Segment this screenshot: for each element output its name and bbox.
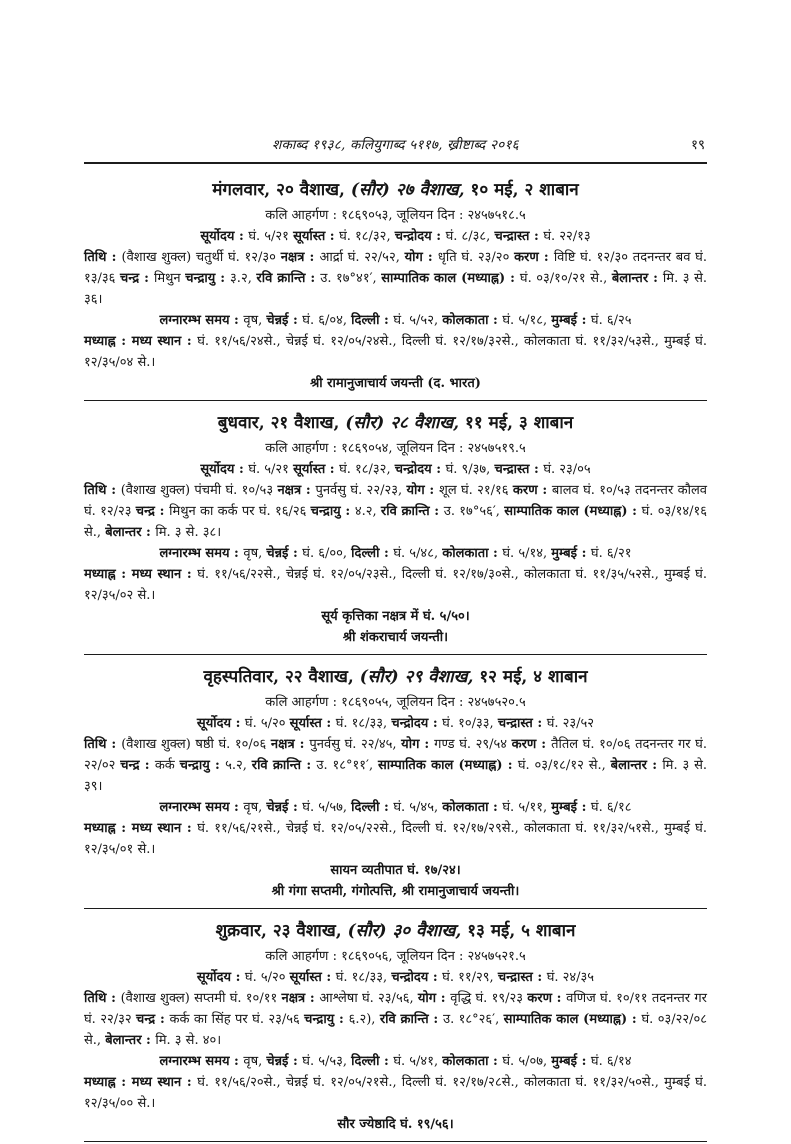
text-segment: घं. ५/५२, [393, 313, 443, 328]
text-segment: सूर्यास्त : [293, 462, 340, 477]
text-segment: वृष, [243, 313, 267, 328]
text-segment: करण : [527, 991, 567, 1006]
text-segment: घं. ८/३८, [445, 229, 495, 244]
entry-title [84, 179, 707, 202]
entry-title [84, 920, 707, 943]
text-segment: कोलकाता : [442, 313, 503, 328]
text-segment: नक्षत्र : [280, 250, 320, 265]
text-segment: मुम्बई : [551, 800, 591, 815]
text-segment: (वैशाख शुक्ल) पंचमी घं. १०/५३ [120, 483, 278, 498]
text-segment: चन्द्रोदय : [394, 462, 446, 477]
text-segment: चेन्नई : [266, 1054, 303, 1069]
text-segment: घं. १०/३३, [442, 716, 498, 731]
text-segment: घं. ०३/१४/१६ से., [84, 504, 708, 540]
text-segment: उ. १७°४१′, [320, 271, 382, 286]
text-segment: बेलान्तर : [611, 271, 663, 286]
lagna-line [84, 543, 707, 564]
text-segment: लग्नारम्भ समय : [159, 1054, 244, 1069]
text-segment: चन्द्रोदय : [391, 970, 443, 985]
text-segment: रवि क्रान्ति : [256, 271, 321, 286]
text-segment: लग्नारम्भ समय : [159, 800, 244, 815]
text-segment: तिथि : [84, 991, 121, 1006]
text-segment: घं. ५/४५, [393, 800, 443, 815]
text-segment: बेलान्तर : [105, 525, 156, 540]
kali-ahargana-line [84, 438, 707, 459]
kali-ahargana-line [84, 692, 707, 713]
madhyahna-line [84, 564, 707, 606]
text-segment: सूर्यास्त : [289, 970, 336, 985]
text-segment: साम्पातिक काल (मध्याह्न) : [504, 504, 642, 519]
text-segment: सूर्य कृत्तिका नक्षत्र में घं. ५/५०। [321, 609, 470, 624]
text-segment: चन्द्रायु : [304, 1012, 349, 1027]
text-segment: ६.२), [348, 1012, 380, 1027]
text-segment: सूर्यास्त : [289, 716, 336, 731]
text-segment: श्री शंकराचार्य जयन्ती। [342, 630, 449, 645]
text-segment: घं. ११/५६/२०से., चेन्नई घं. १२/०५/२१से., दिल्ली घं. १२/१७/२८से., कोलकाता घं. ११/३२/५०से., मुम्बई घं. १२/३५/०० से.। [84, 1075, 707, 1111]
text-segment: कलि आहर्गण : १८६९०५५, जूलियन दिन : २४५७५२०.५ [265, 695, 526, 710]
sunrise-line [84, 459, 707, 480]
entry-title [84, 412, 707, 435]
text-segment: १३ मई, ५ शाबान [461, 921, 576, 941]
text-segment: दिल्ली : [351, 1054, 394, 1069]
text-segment: रवि क्रान्ति : [380, 504, 444, 519]
text-segment: घं. ५/५७, [302, 800, 352, 815]
text-segment: लग्नारम्भ समय : [159, 313, 244, 328]
text-segment: (वैशाख शुक्ल) सप्तमी घं. १०/११ [120, 991, 282, 1006]
text-segment: योग : [401, 737, 435, 752]
text-segment: ५.२, [225, 758, 252, 773]
text-segment: चन्द्रायु : [310, 504, 355, 519]
text-segment: लग्नारम्भ समय : [159, 546, 244, 561]
text-segment: बेलान्तर : [105, 1033, 156, 1048]
text-segment: घं. ११/२९, [442, 970, 498, 985]
text-segment: घं. ११/५६/२२से., चेन्नई घं. १२/०५/२३से., दिल्ली घं. १२/१७/३०से., कोलकाता घं. ११/३५/५२से., मुम्बई घं. १२/३५/०२ से.। [84, 567, 707, 603]
text-segment: गण्ड घं. २९/५४ [434, 737, 512, 752]
text-segment: सूर्योदय : [196, 970, 245, 985]
era-line: शकाब्द १९३८, कलियुगाब्द ५११७, ख्रीष्टाब्द २०१६ [272, 137, 519, 153]
text-segment: नक्षत्र : [277, 483, 316, 498]
text-segment: शूल घं. २१/१६ [438, 483, 513, 498]
text-segment: मिथुन [153, 271, 186, 286]
text-segment: मुम्बई : [551, 1054, 591, 1069]
text-segment: करण : [514, 250, 554, 265]
text-segment: दिल्ली : [351, 800, 394, 815]
text-segment: (वैशाख शुक्ल) षष्ठी घं. १०/०६ [121, 737, 271, 752]
text-segment: घं. २३/५२ [546, 716, 595, 731]
text-segment: मध्याह्न : मध्य स्थान : [84, 821, 198, 836]
madhyahna-line [84, 818, 707, 860]
text-segment: कलि आहर्गण : १८६९०५६, जूलियन दिन : २४५७५२१.५ [265, 949, 526, 964]
text-segment: तिथि : [84, 483, 121, 498]
text-segment: चन्द्रोदय : [394, 229, 446, 244]
text-segment: घं. ५/१४, [502, 546, 552, 561]
text-segment: वृद्धि घं. १९/२३ [450, 991, 528, 1006]
text-segment: घं. २४/३५ [546, 970, 595, 985]
text-segment: ११ मई, ३ शाबान [459, 413, 574, 433]
text-segment: योग : [404, 250, 438, 265]
text-segment: वृष, [243, 800, 267, 815]
entry-separator [84, 400, 707, 401]
text-segment: मुम्बई : [551, 313, 591, 328]
entries-container [84, 170, 707, 1142]
text-segment: करण : [511, 737, 552, 752]
festival-line [84, 373, 707, 394]
text-segment: घं. ०३/१०/२१ से., [519, 271, 612, 286]
text-segment: घं. १८/३२, [339, 229, 395, 244]
text-segment: मिथुन का कर्क पर घं. १६/२६ [169, 504, 311, 519]
panchang-entry [84, 657, 707, 902]
kali-ahargana-line [84, 205, 707, 226]
text-segment: घं. ६/१८ [590, 800, 632, 815]
text-segment: चन्द्र : [136, 1012, 170, 1027]
text-segment: चन्द्र : [120, 271, 154, 286]
text-segment: घं. ०३/१८/१२ से., [517, 758, 611, 773]
text-segment: उ. १८°२६′, [443, 1012, 504, 1027]
page-number: १९ [690, 137, 705, 153]
text-segment: बेलान्तर : [610, 758, 663, 773]
surya-nakshatra-line [84, 606, 707, 627]
text-segment: दिल्ली : [351, 546, 394, 561]
festival-line [84, 627, 707, 648]
text-segment: मि. ३ से. ३८। [155, 525, 222, 540]
text-segment: १२ मई, ४ शाबान [473, 667, 588, 687]
text-segment: तिथि : [84, 250, 122, 265]
entry-separator [84, 908, 707, 909]
text-segment: घं. ५/२१ [248, 229, 294, 244]
text-segment: श्री रामानुजाचार्य जयन्ती (द. भारत) [310, 376, 481, 391]
text-segment: चन्द्रास्त : [497, 970, 547, 985]
text-segment: घं. ०३/२२/०८ से., [84, 1012, 708, 1048]
madhyahna-line [84, 1072, 707, 1114]
text-segment: तिथि : [84, 737, 122, 752]
text-segment: चन्द्र : [135, 504, 170, 519]
tithi-paragraph [84, 988, 707, 1051]
text-segment: चन्द्रास्त : [497, 716, 547, 731]
text-segment: घं. ६/००, [302, 546, 352, 561]
text-segment: ३.२, [230, 271, 257, 286]
text-segment: (सौर) ३० वैशाख, [347, 921, 462, 941]
text-segment: घं. ५/११, [502, 800, 552, 815]
text-segment: आश्लेषा घं. २३/५६, [319, 991, 418, 1006]
tithi-paragraph [84, 247, 707, 310]
text-segment: घं. ११/५६/२१से., चेन्नई घं. १२/०५/२२से., दिल्ली घं. १२/१७/२९से., कोलकाता घं. ११/३२/५१से., मुम्बई घं. १२/३५/०१ से.। [84, 821, 707, 857]
text-segment: घं. ५/१८, [502, 313, 552, 328]
text-segment: घं. ११/५६/२४से., चेन्नई घं. १२/०५/२४से., दिल्ली घं. १२/१७/३२से., कोलकाता घं. ११/३२/५३से., मुम्बई घं. १२/३५/०४ से.। [84, 334, 707, 370]
text-segment: चन्द्रास्त : [494, 229, 544, 244]
text-segment: चन्द्रायु : [185, 271, 231, 286]
kali-ahargana-line [84, 946, 707, 967]
text-segment: (सौर) २८ वैशाख, [345, 413, 460, 433]
sunrise-line [84, 226, 707, 247]
text-segment: ४.२, [354, 504, 381, 519]
madhyahna-line [84, 331, 707, 373]
text-segment: कलि आहर्गण : १८६९०५४, जूलियन दिन : २४५७५१९.५ [265, 441, 526, 456]
text-segment: चन्द्र : [120, 758, 155, 773]
text-segment: मि. ३ से. ३६। [84, 271, 708, 307]
text-segment: मि. ३ से. ४०। [155, 1033, 222, 1048]
text-segment: सूर्योदय : [200, 229, 249, 244]
festival-line [84, 881, 707, 902]
text-segment: कोलकाता : [442, 546, 503, 561]
text-segment: घं. ५/४१, [393, 1054, 443, 1069]
text-segment: साम्पातिक काल (मध्याह्न) : [503, 1012, 642, 1027]
text-segment: पुनर्वसु घं. २२/४५, [309, 737, 402, 752]
text-segment: चेन्नई : [266, 546, 303, 561]
text-segment: चन्द्रायु : [179, 758, 226, 773]
text-segment: चन्द्रास्त : [494, 462, 544, 477]
text-segment: घं. ६/१४ [590, 1054, 632, 1069]
text-segment: मि. ३ से. ३९। [84, 758, 708, 794]
entry-separator [84, 654, 707, 655]
text-segment: विष्टि घं. १२/३० तदनन्तर बव घं. १३/३६ [84, 250, 707, 286]
text-segment: घं. ५/४८, [393, 546, 443, 561]
text-segment: दिल्ली : [351, 313, 394, 328]
panchang-entry [84, 170, 707, 394]
text-segment: (सौर) २९ वैशाख, [359, 667, 474, 687]
text-segment: योग : [406, 483, 439, 498]
text-segment: घं. १८/३३, [335, 970, 392, 985]
text-segment: साम्पातिक काल (मध्याह्न) : [378, 758, 518, 773]
text-segment: घं. ५/०७, [502, 1054, 552, 1069]
sayan-vyatipat-line [84, 860, 707, 881]
text-segment: साम्पातिक काल (मध्याह्न) : [381, 271, 520, 286]
text-segment: शुक्रवार, २३ वैशाख, [215, 921, 348, 941]
entry-separator [84, 1141, 707, 1142]
text-segment: वृष, [243, 546, 267, 561]
text-segment: घं. ५/२० [244, 970, 290, 985]
panchang-entry [84, 403, 707, 648]
text-segment: घं. २३/०५ [543, 462, 591, 477]
text-segment: धृति घं. २३/२० [437, 250, 515, 265]
header-rule [84, 162, 707, 164]
text-segment: घं. ५/२० [244, 716, 290, 731]
text-segment: कर्क का सिंह पर घं. २३/५६ [169, 1012, 305, 1027]
text-segment: घं. ६/२५ [590, 313, 632, 328]
text-segment: चन्द्रोदय : [391, 716, 443, 731]
text-segment: नक्षत्र : [281, 991, 320, 1006]
text-segment: कोलकाता : [442, 1054, 503, 1069]
sunrise-line [84, 713, 707, 734]
text-segment: सायन व्यतीपात घं. १७/२४। [330, 863, 461, 878]
text-segment: बालव घं. १०/५३ तदनन्तर कौलव घं. १२/२३ [84, 483, 708, 519]
text-segment: कलि आहर्गण : १८६९०५३, जूलियन दिन : २४५७५१८.५ [265, 208, 526, 223]
text-segment: चेन्नई : [266, 800, 303, 815]
entry-title [84, 666, 707, 689]
lagna-line [84, 797, 707, 818]
text-segment: सौर ज्येष्ठादि घं. १९/५६। [337, 1117, 454, 1132]
text-segment: करण : [512, 483, 552, 498]
text-segment: घं. ५/५३, [302, 1054, 352, 1069]
lagna-line [84, 310, 707, 331]
text-segment: आर्द्रा घं. २२/५२, [319, 250, 405, 265]
text-segment: घं. ६/२१ [590, 546, 632, 561]
text-segment: कर्क [154, 758, 180, 773]
tithi-paragraph [84, 480, 707, 543]
text-segment: घं. ६/०४, [302, 313, 352, 328]
text-segment: रवि क्रान्ति : [379, 1012, 443, 1027]
text-segment: रवि क्रान्ति : [251, 758, 317, 773]
text-segment: वृष, [243, 1054, 267, 1069]
text-segment: मध्याह्न : मध्य स्थान : [84, 334, 198, 349]
text-segment: चेन्नई : [266, 313, 303, 328]
text-segment: सूर्यास्त : [293, 229, 340, 244]
text-segment: (वैशाख शुक्ल) चतुर्थी घं. १२/३० [121, 250, 281, 265]
saur-jyeshthadi-line [84, 1114, 707, 1135]
text-segment: मध्याह्न : मध्य स्थान : [84, 567, 198, 582]
text-segment: श्री गंगा सप्तमी, गंगोत्पत्ति, श्री रामानुजाचार्य जयन्ती। [271, 884, 520, 899]
text-segment: योग : [417, 991, 451, 1006]
text-segment: नक्षत्र : [270, 737, 310, 752]
text-segment: उ. १७°५६′, [443, 504, 505, 519]
text-segment: घं. ९/३७, [445, 462, 495, 477]
page-content [84, 136, 707, 1144]
text-segment: तैतिल घं. १०/०६ तदनन्तर गर घं. २२/०२ [84, 737, 707, 773]
text-segment: वृहस्पतिवार, २२ वैशाख, [203, 667, 360, 687]
text-segment: सूर्योदय : [196, 716, 245, 731]
page-header [84, 136, 707, 154]
text-segment: १० मई, २ शाबान [464, 180, 579, 200]
text-segment: सूर्योदय : [200, 462, 249, 477]
text-segment: घं. १८/३३, [335, 716, 392, 731]
text-segment: वणिज घं. १०/११ तदनन्तर गर घं. २२/३२ [84, 991, 707, 1027]
text-segment: घं. २२/१३ [543, 229, 591, 244]
panchang-entry [84, 911, 707, 1135]
text-segment: मुम्बई : [551, 546, 591, 561]
text-segment: घं. ५/२१ [248, 462, 294, 477]
tithi-paragraph [84, 734, 707, 797]
sunrise-line [84, 967, 707, 988]
text-segment: मंगलवार, २० वैशाख, [212, 180, 351, 200]
lagna-line [84, 1051, 707, 1072]
text-segment: (सौर) २७ वैशाख, [350, 180, 465, 200]
text-segment: कोलकाता : [442, 800, 503, 815]
text-segment: उ. १८°११′, [316, 758, 379, 773]
text-segment: बुधवार, २१ वैशाख, [217, 413, 346, 433]
text-segment: पुनर्वसु घं. २२/२३, [315, 483, 407, 498]
text-segment: मध्याह्न : मध्य स्थान : [84, 1075, 198, 1090]
text-segment: घं. १८/३२, [339, 462, 395, 477]
